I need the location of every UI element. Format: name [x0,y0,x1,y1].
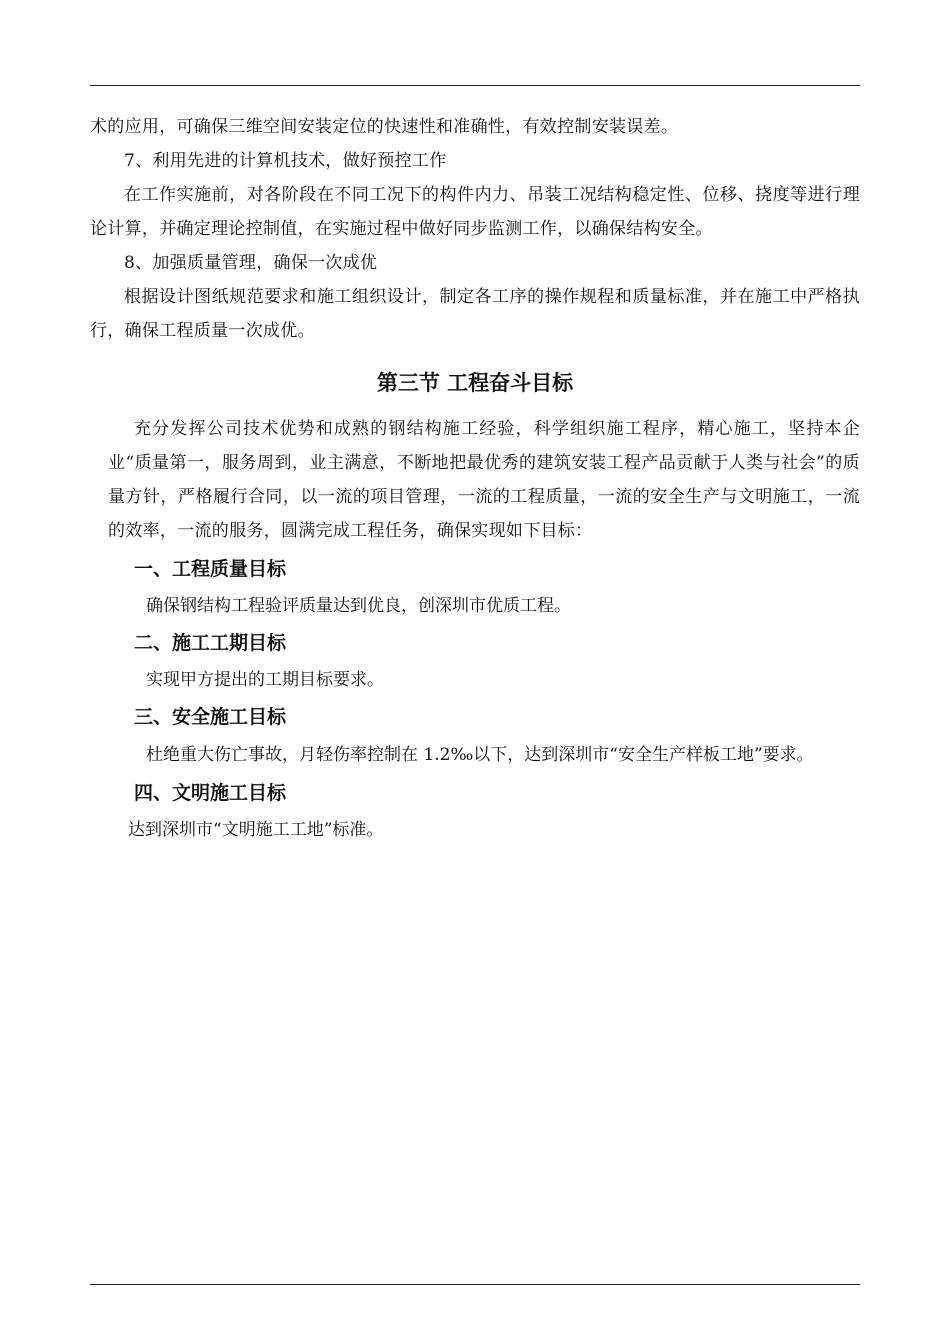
paragraph-continuation: 术的应用，可确保三维空间安装定位的快速性和准确性，有效控制安装误差。 [90,117,679,137]
goal-heading-civilized: 四、文明施工目标 [134,782,287,804]
page-body [90,110,860,850]
section-content [90,412,860,846]
item-8-heading: 8、加强质量管理，确保一次成优 [124,253,378,273]
item-7-body: 在工作实施前，对各阶段在不同工况下的构件内力、吊装工况结构稳定性、位移、挠度等进行理论计算，并确定理论控制值，在实施过程中做好同步监测工作，以确保结构安全。 [90,185,860,239]
section-title: 第三节 工程奋斗目标 [376,371,574,395]
goal-heading-safety: 三、安全施工目标 [134,706,287,728]
goal-text-quality: 确保钢结构工程验评质量达到优良，创深圳市优质工程。 [146,596,571,616]
goal-text-safety: 杜绝重大伤亡事故，月轻伤率控制在 1.2‰以下，达到深圳市“安全生产样板工地”要求。 [146,745,814,765]
header-rule [90,85,860,86]
goal-text-schedule: 实现甲方提出的工期目标要求。 [146,670,384,690]
goal-heading-quality: 一、工程质量目标 [134,558,287,580]
item-8-body: 根据设计图纸规范要求和施工组织设计，制定各工序的操作规程和质量标准，并在施工中严格执行，确保工程质量一次成优。 [90,287,860,341]
footer-rule [90,1284,860,1285]
item-7-heading: 7、利用先进的计算机技术，做好预控工作 [124,151,447,171]
goal-heading-schedule: 二、施工工期目标 [134,632,287,654]
section-intro: 充分发挥公司技术优势和成熟的钢结构施工经验，科学组织施工程序，精心施工，坚持本企业“质量第一，服务周到，业主满意，不断地把最优秀的建筑安装工程产品贡献于人类与社会”的质量方针，严格履行合同，以一流的项目管理，一流的工程质量，一流的安全生产与文明施工，一流的效率，一流的服务，圆满完成工程任务，确保实现如下目标： [108,419,860,541]
goal-text-civilized: 达到深圳市“文明施工工地”标准。 [128,820,384,840]
